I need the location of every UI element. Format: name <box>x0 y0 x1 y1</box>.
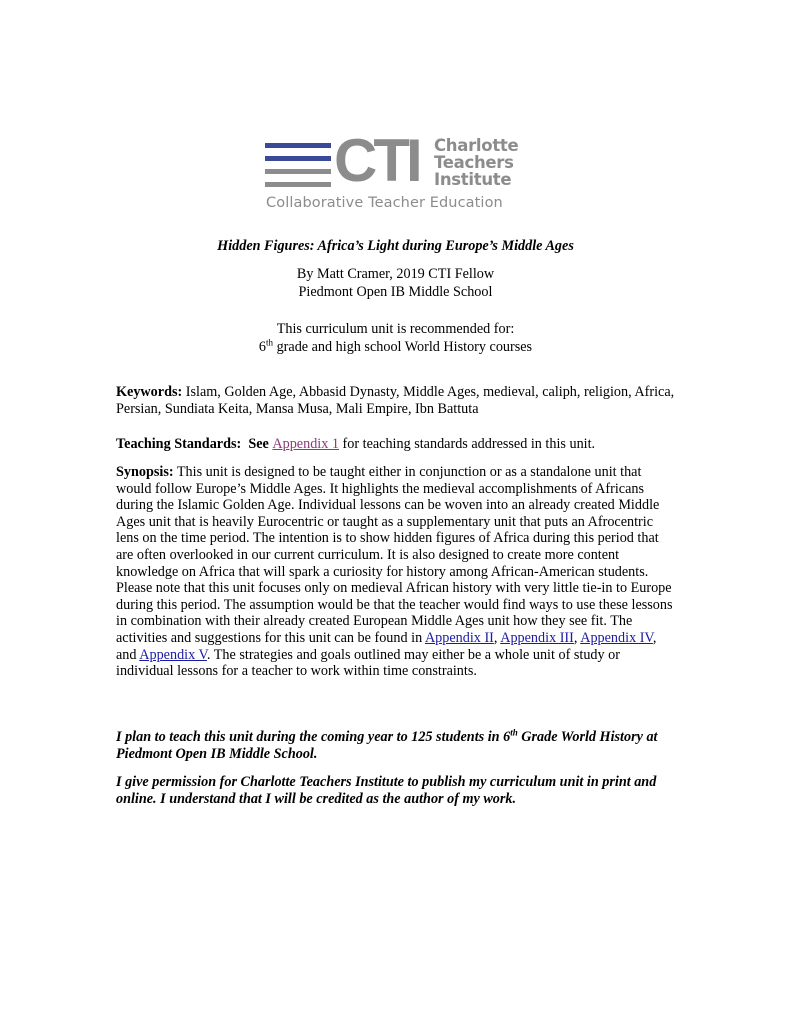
logo-mark: CTI <box>334 127 419 194</box>
appendix-1-link[interactable]: Appendix 1 <box>272 436 339 452</box>
logo-stripe <box>265 182 331 187</box>
grade-number: 6 <box>258 339 267 355</box>
standards-see: See <box>241 436 273 452</box>
synopsis-separator: , <box>493 629 501 646</box>
plan-text-rest: Grade World History at Piedmont Open IB Middle School. <box>116 729 658 762</box>
logo-stripe <box>265 143 331 148</box>
teaching-standards-paragraph <box>116 436 676 453</box>
standards-text: for teaching standards addressed in this unit. <box>338 436 596 452</box>
cti-logo <box>262 127 532 215</box>
synopsis-text: This unit is designed to be taught either in conjunction or as a standalone unit that would follow Europe’s Middle Ages. It highlights the medieval accomplishments of Africans during the Islamic Golden Age. Individual lessons can be woven into an already created Middle Ages unit that is heavily Eurocentric or taught as a supplementary unit that puts an Afrocentric lens on the time period. The intention is to show hidden figures of Africa during this period that are often overlooked in our current curriculum. It is also designed to create more content knowledge on Africa that will spark a curiosity for history among African-American students. Please note that this unit focuses only on medieval African history with very little tie-in to Europe during this period. The assumption would be that the teacher would find ways to use these lessons in combination with their already created European Middle Ages unit how they see fit. The activities and suggestions for this unit can be found in <box>116 464 673 646</box>
logo-stripes <box>265 143 331 187</box>
logo-stripe <box>265 156 331 161</box>
synopsis-paragraph <box>116 464 676 680</box>
appendix-5-link[interactable]: Appendix V <box>139 646 207 663</box>
teaching-plan-paragraph <box>116 729 676 762</box>
synopsis-separator: , and <box>116 629 657 663</box>
synopsis-separator: , <box>573 629 581 646</box>
keywords-text: Islam, Golden Age, Abbasid Dynasty, Middle Ages, medieval, caliph, religion, Africa, Persian, Sundiata Keita, Mansa Musa, Mali Empire, Ibn Battuta <box>116 384 675 417</box>
standards-label: Teaching Standards: <box>116 436 242 452</box>
synopsis-ending: . The strategies and goals outlined may either be a whole unit of study or individual lessons for a teacher to work within time constraints. <box>116 646 620 680</box>
school-line: Piedmont Open IB Middle School <box>298 284 493 300</box>
grade-ordinal: th <box>266 337 274 348</box>
appendix-4-link[interactable]: Appendix IV <box>580 629 653 646</box>
appendix-3-link[interactable]: Appendix III <box>500 629 574 646</box>
keywords-label: Keywords: <box>116 384 183 400</box>
logo-name-line: Charlotte <box>434 136 519 155</box>
logo-name-line: Institute <box>434 170 512 189</box>
appendix-2-link[interactable]: Appendix II <box>424 629 494 646</box>
document-title: Hidden Figures: Africa’s Light during Europe’s Middle Ages <box>217 238 574 254</box>
keywords-paragraph <box>116 384 676 417</box>
recommended-audience <box>0 339 791 355</box>
recommended-intro: This curriculum unit is recommended for: <box>276 321 515 337</box>
permission-text: I give permission for Charlotte Teachers Institute to publish my curriculum unit in print and online. I understand that I will be credited as the author of my work. <box>116 774 657 807</box>
plan-text: I plan to teach this unit during the coming year to 125 students in 6 <box>116 729 511 745</box>
permission-paragraph <box>116 774 676 807</box>
logo-institute-name <box>434 137 518 188</box>
audience-text: grade and high school World History courses <box>273 339 533 355</box>
logo-name-line: Teachers <box>434 153 514 172</box>
synopsis-label: Synopsis: <box>116 464 174 480</box>
logo-stripe <box>265 169 331 174</box>
author-line: By Matt Cramer, 2019 CTI Fellow <box>296 266 495 282</box>
logo-tagline: Collaborative Teacher Education <box>266 195 503 211</box>
plan-ordinal: th <box>510 727 518 738</box>
